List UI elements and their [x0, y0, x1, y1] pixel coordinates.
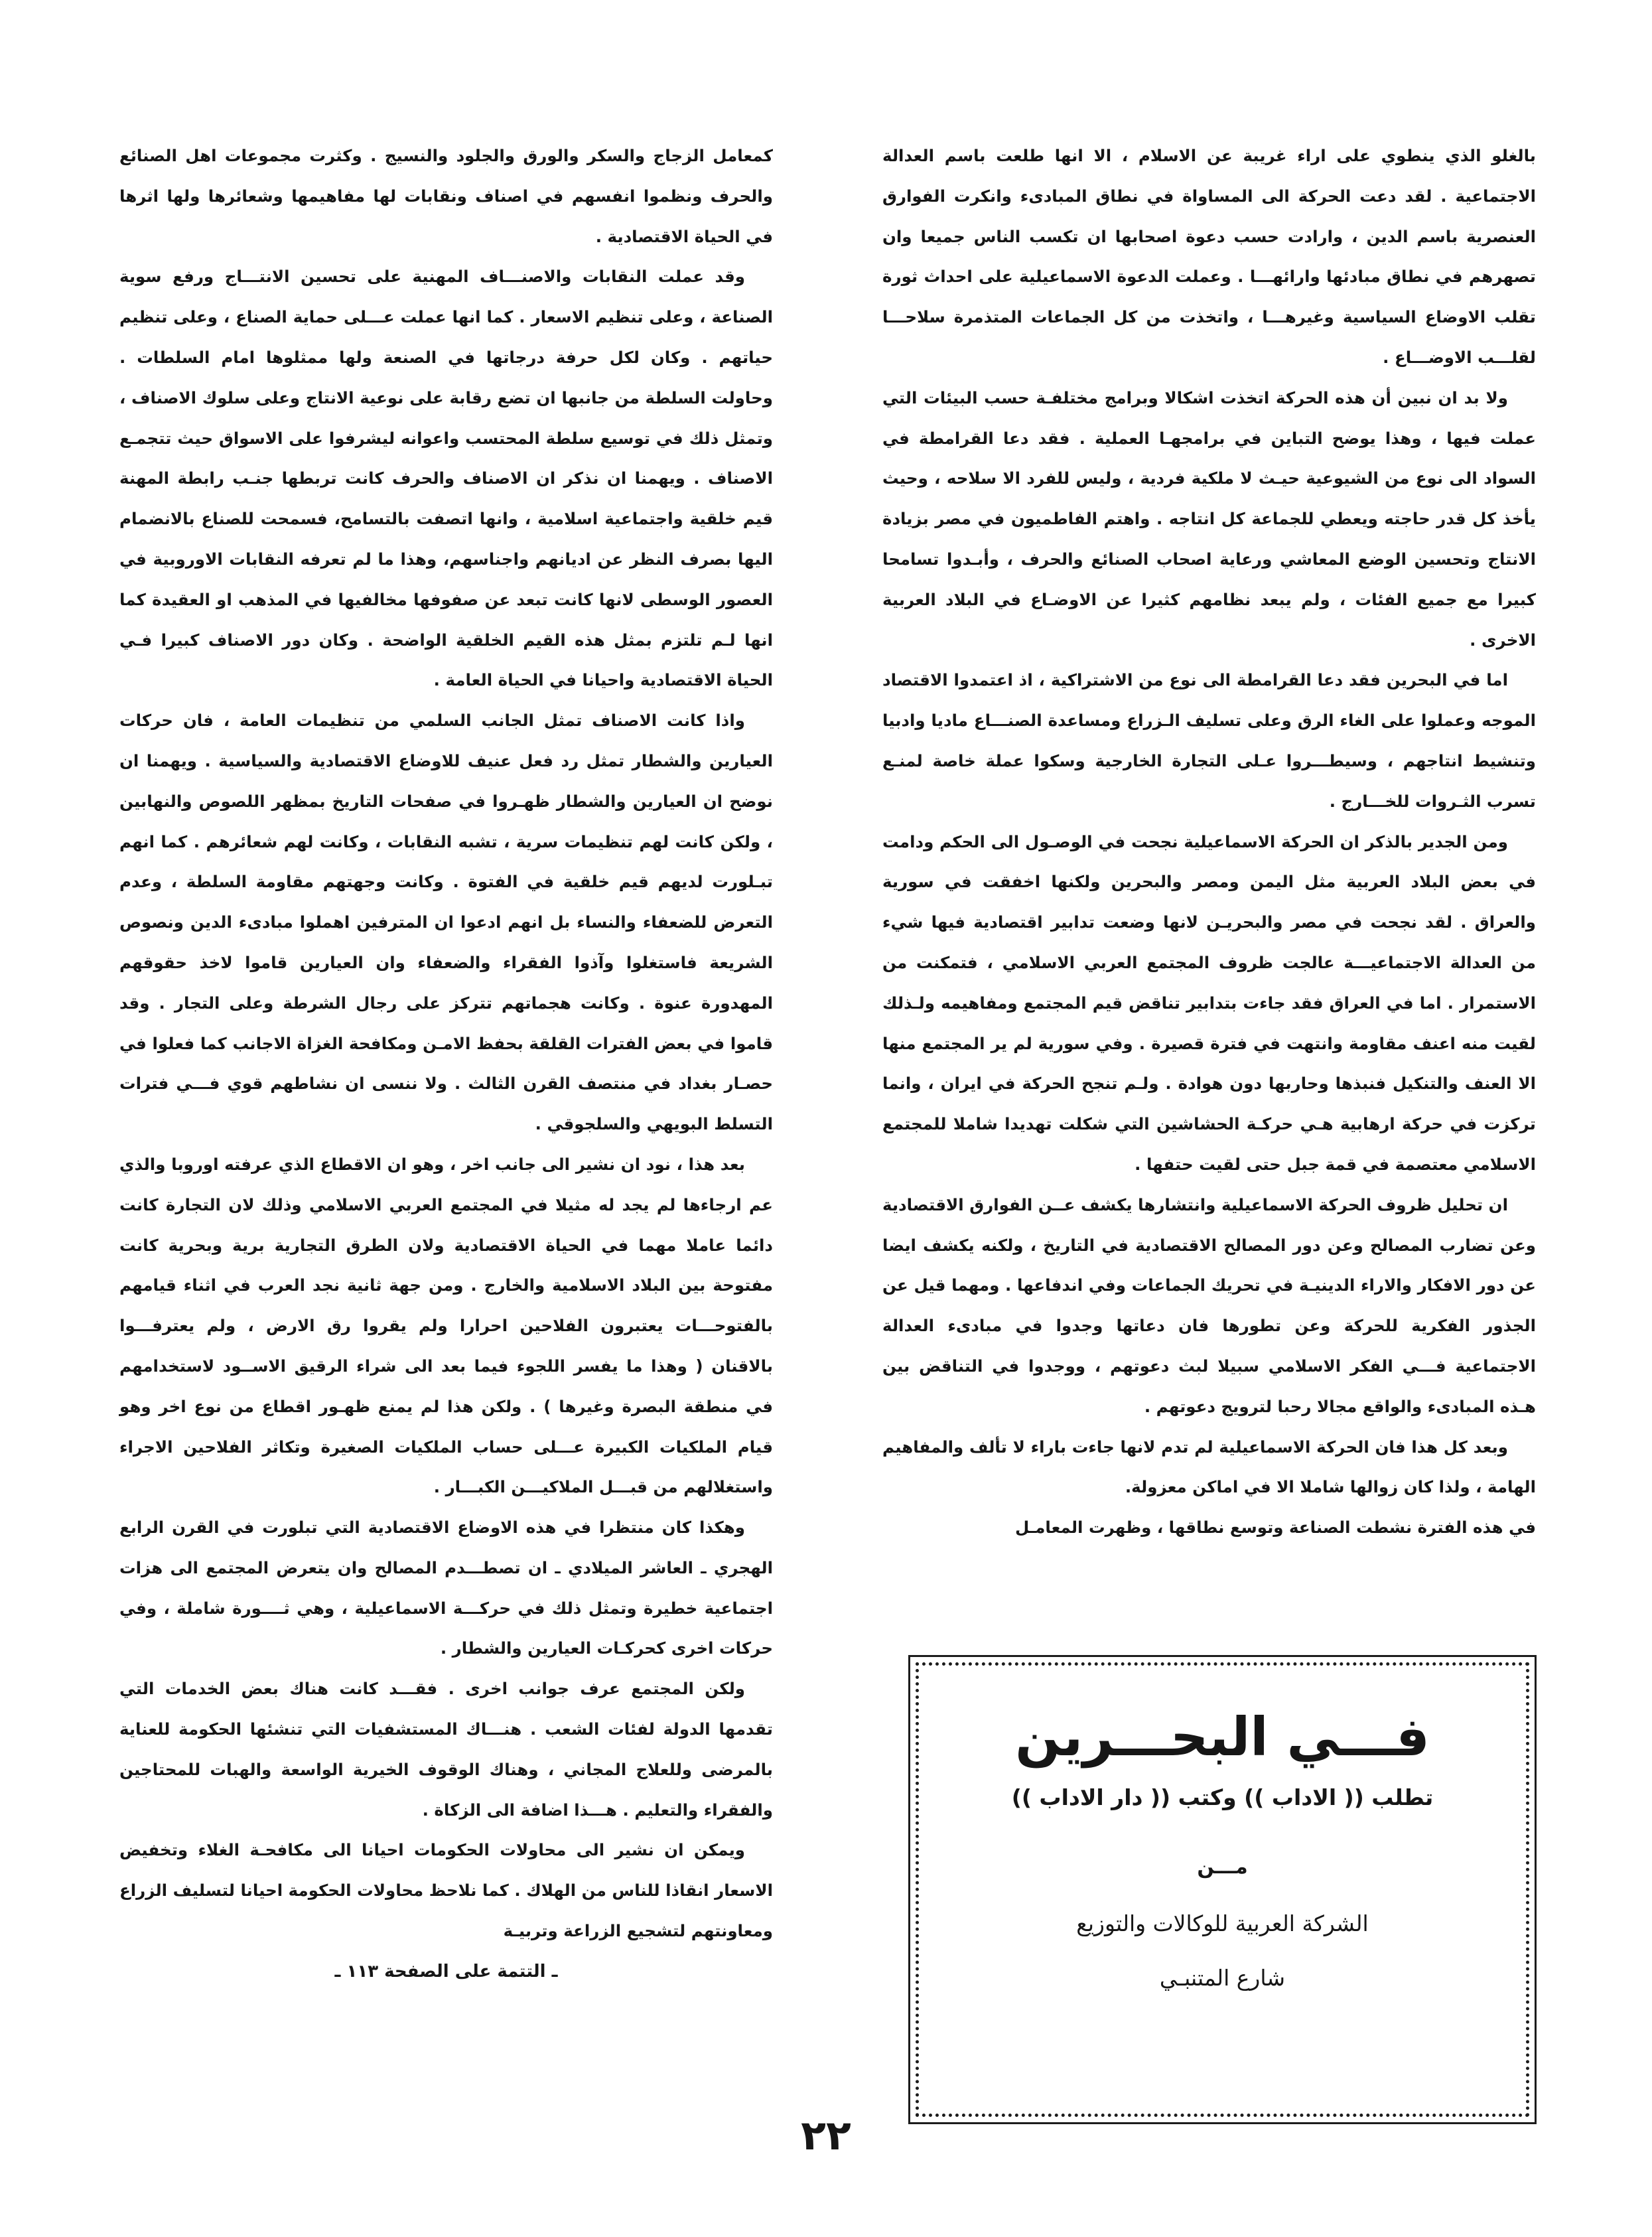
ad-street: شارع المتنبـي [1159, 1965, 1286, 1991]
paragraph: ويمكن ان نشير الى محاولات الحكومات احيانا الى مكافحـة الغلاء وتخفيض الاسعار انقاذا للناس من الهلاك . كما نلاحظ محاولات الحكومة احيانا لتسليف الزراع ومعاونتهم لتشجيع الزراعة وتربيـة [119, 1840, 773, 1941]
paragraph: ولا بد ان نبين أن هذه الحركة اتخذت اشكالا وبرامج مختلفـة حسب البيئات التي عملت فيها ، وهذا يوضح التباين في برامجهـا العملية . فقد دعا القرامطة في السواد الى نوع من الشيوعية حيـث لا ملكية فردية ، وليس للفرد الا سلاحه ، وحيث يأخذ كل قدر حاجته ويعطي للجماعة كل انتاجه . واهتم الفاطميون في مصر بزيادة الانتاج وتحسين الوضع المعاشي ورعاية اصحاب الصنائع والحرف ، وأبـدوا تسامحا كبيرا مع جميع الفئات ، ولم يبعد نظامهم كثيرا عن الاوضـاع في البلاد العربية الاخرى . [882, 388, 1536, 650]
paragraph: وهكذا كان منتظرا في هذه الاوضاع الاقتصادية التي تبلورت في القرن الرابع الهجري ـ العاشر الميلادي ـ ان تصطـــدم المصالح وان يتعرض المجتمع الى هزات اجتماعية خطيرة وتمثل ذلك في حركـــة الاسماعيلية ، وهي ثــــورة شاملة ، وفي حركات اخرى كحركـات العيارين والشطار . [119, 1518, 773, 1658]
distributor-advertisement [916, 1662, 1529, 2117]
ad-company: الشركة العربية للوكالات والتوزيع [1076, 1911, 1369, 1936]
page-number: ٢٢ [801, 2111, 851, 2159]
paragraph: وبعد كل هذا فان الحركة الاسماعيلية لم تدم لانها جاءت باراء لا تألف والمفاهيم الهامة ، ولذا كان زوالها شاملا الا في اماكن معزولة. [882, 1437, 1536, 1497]
continuation-note: ـ التتمة على الصفحة ١١٣ ـ [334, 1961, 558, 1982]
paragraph: واذا كانت الاصناف تمثل الجانب السلمي من تنظيمات العامة ، فان حركات العيارين والشطار تمثل رد فعل عنيف للاوضاع الاقتصادية والسياسية . ويهمنا ان نوضح ان العيارين والشطار ظهـروا في صفحات التاريخ بمظهر اللصوص والنهابين ، ولكن كانت لهم تنظيمات سرية ، تشبه النقابات ، وكانت لهم شعائرهم . كما انهم تبـلورت لديهم قيم خلقية في الفتوة . وكانت وجهتهم مقاومة السلطة ، وعدم التعرض للضعفاء والنساء بل انهم ادعوا ان المترفين اهملوا مبادىء الدين ونصوص الشريعة فاستغلوا وآذوا الفقراء والضعفاء وان العيارين قاموا لاخذ حقوقهم المهدورة عنوة . وكانت هجماتهم تتركز على رجال الشرطة وعلى التجار . وقد قاموا في بعض الفترات القلقة بحفظ الامـن ومكافحة الغزاة الاجانب كما فعلوا في حصـار بغداد في منتصف القرن الثالث . ولا ننسى ان نشاطهم قوي فـــي فترات التسلط البويهي والسلجوقي . [119, 711, 773, 1134]
paragraph: اما في البحرين فقد دعا القرامطة الى نوع من الاشتراكية ، اذ اعتمدوا الاقتصاد الموجه وعملوا على الغاء الرق وعلى تسليف الـزراع ومساعدة الصنـــاع ماديا وادبيا وتنشيط انتاجهم ، وسيطـــروا عـلى التجارة الخارجية وسكوا عملة خاصة لمنـع تسرب الثـروات للخـــارج . [882, 670, 1536, 811]
paragraph: في هذه الفترة نشطت الصناعة وتوسع نطاقها ، وظهرت المعامـل [1014, 1518, 1536, 1538]
paragraph: ان تحليل ظروف الحركة الاسماعيلية وانتشارها يكشف عــن الفوارق الاقتصادية وعن تضارب المصالح وعن دور المصالح الاقتصادية في التاريخ ، ولكنه يكشف ايضا عن دور الافكار والاراء الدينيـة في تحريك الجماعات وفي اندفاعها . ومهما قيل عن الجذور الفكرية للحركة وعن تطورها فان دعاتها وجدوا في مبادىء العدالة الاجتماعية فـــي الفكر الاسلامي سبيلا لبث دعوتهم ، ووجدوا في التناقض بين هـذه المبادىء والواقع مجالا رحبا لترويج دعوتهم . [882, 1194, 1536, 1416]
article-column-left [119, 136, 773, 1992]
ad-from: مـــن [1197, 1855, 1248, 1879]
paragraph: كمعامل الزجاج والسكر والورق والجلود والنسيج . وكثرت مجموعات اهل الصنائع والحرف ونظموا انفسهم في اصناف ونقابات لها مفاهيمها وشعائرها ولها اثرها في الحياة الاقتصادية . [119, 146, 773, 246]
ad-subtitle: تطلب (( الاداب )) وكتب (( دار الاداب )) [1011, 1784, 1434, 1810]
paragraph: بعد هذا ، نود ان نشير الى جانب اخر ، وهو ان الاقطاع الذي عرفته اوروبا والذي عم ارجاءها لم يجد له مثيلا في المجتمع العربي الاسلامي وذلك لان التجارة كانت دائما عاملا مهما في الحياة الاقتصادية ولان الطرق التجارية برية وبحرية كانت مفتوحة بين البلاد الاسلامية والخارج . ومن جهة ثانية نجد العرب في اثناء قيامهم بالفتوحـــات يعتبرون الفلاحين احرارا ولم يقروا رق الارض ، ولم يعترفـــوا بالاقنان ( وهذا ما يفسر اللجوء فيما بعد الى شراء الرقيق الاســود لاستخدامهم في منطقة البصرة وغيرها ) . ولكن هذا لم يمنع ظهـور اقطاع من نوع اخر وهو قيام الملكيات الكبيرة عـــلى حساب الملكيات الصغيرة وتكاثر الفلاحين الاجراء واستغلالهم من قبـــل الملاكيـــن الكبـــار . [119, 1154, 773, 1497]
ad-title: فـــي البحـــرين [1015, 1706, 1430, 1768]
article-column-right [882, 136, 1536, 1548]
paragraph: ولكن المجتمع عرف جوانب اخرى . فقـــد كانت هناك بعض الخدمات التي تقدمها الدولة لفئات الشعب . هنـــاك المستشفيات التي تنشئها الحكومة للعناية بالمرضى وللعلاج المجاني ، وهناك الوقوف الخيرية الواسعة والهبات للمحتاجين والفقراء والتعليم . هـــذا اضافة الى الزكاة . [119, 1679, 773, 1820]
paragraph: بالغلو الذي ينطوي على اراء غريبة عن الاسلام ، الا انها طلعت باسم العدالة الاجتماعية . لقد دعت الحركة الى المساواة في نطاق المبادىء وانكرت الفوارق العنصرية باسم الدين ، وارادت حسب دعوة اصحابها ان تكسب الناس جميعا وان تصهرهم في نطاق مبادئها وارائهـــا . وعملت الدعوة الاسماعيلية على احداث ثورة تقلب الاوضاع السياسية وغيرهـــا ، واتخذت من كل الجماعات المتذمرة سلاحـــا لقلـــب الاوضـــاع . [882, 146, 1536, 367]
paragraph: وقد عملت النقابات والاصنـــاف المهنية على تحسين الانتـــاج ورفع سوية الصناعة ، وعلى تنظيم الاسعار . كما انها عملت عـــلى حماية الصناع ، وعلى تنظيم حياتهم . وكان لكل حرفة درجاتها في الصنعة ولها ممثلوها امام السلطات . وحاولت السلطة من جانبها ان تضع رقابة على نوعية الانتاج وعلى سلوك الاصناف ، وتمثل ذلك في توسيع سلطة المحتسب واعوانه ليشرفوا على الاسواق حيث تتجمـع الاصناف . ويهمنا ان نذكر ان الاصناف والحرف كانت تربطها جنـب رابطة المهنة قيم خلقية واجتماعية اسلامية ، وانها اتصفت بالتسامح، فسمحت للصناع بالانضمام اليها بصرف النظر عن اديانهم واجناسهم، وهذا ما لم تعرفه النقابات الاوروبية في العصور الوسطى لانها كانت تبعد عن صفوفها مخالفيها في المذهب او العقيدة كما انها لـم تلتزم بمثل هذه القيم الخلقية الواضحة . وكان دور الاصناف كبيرا فـي الحياة الاقتصادية واحيانا في الحياة العامة . [119, 267, 773, 690]
paragraph: ومن الجدير بالذكر ان الحركة الاسماعيلية نجحت في الوصـول الى الحكم ودامت في بعض البلاد العربية مثل اليمن ومصر والبحرين ولكنها اخفقت في سورية والعراق . لقد نجحت في مصر والبحريـن لانها وضعت تدابير اقتصادية فيها شيء من العدالة الاجتماعيـــة عالجت ظروف المجتمع العربي الاسلامي ، فتمكنت من الاستمرار . اما في العراق فقد جاءت بتدابير تناقض قيم المجتمع ومفاهيمه ولـذلك لقيت منه اعنف مقاومة وانتهت في فترة قصيرة . وفي سورية لم ير المجتمع منها الا العنف والتنكيل فنبذها وحاربها دون هوادة . ولـم تنجح الحركة في ايران ، وانما تركزت في حركة ارهابية هـي حركـة الحشاشين التي شكلت تهديدا شاملا للمجتمع الاسلامي معتصمة في قمة جبل حتى لقيت حتفها . [882, 831, 1536, 1174]
